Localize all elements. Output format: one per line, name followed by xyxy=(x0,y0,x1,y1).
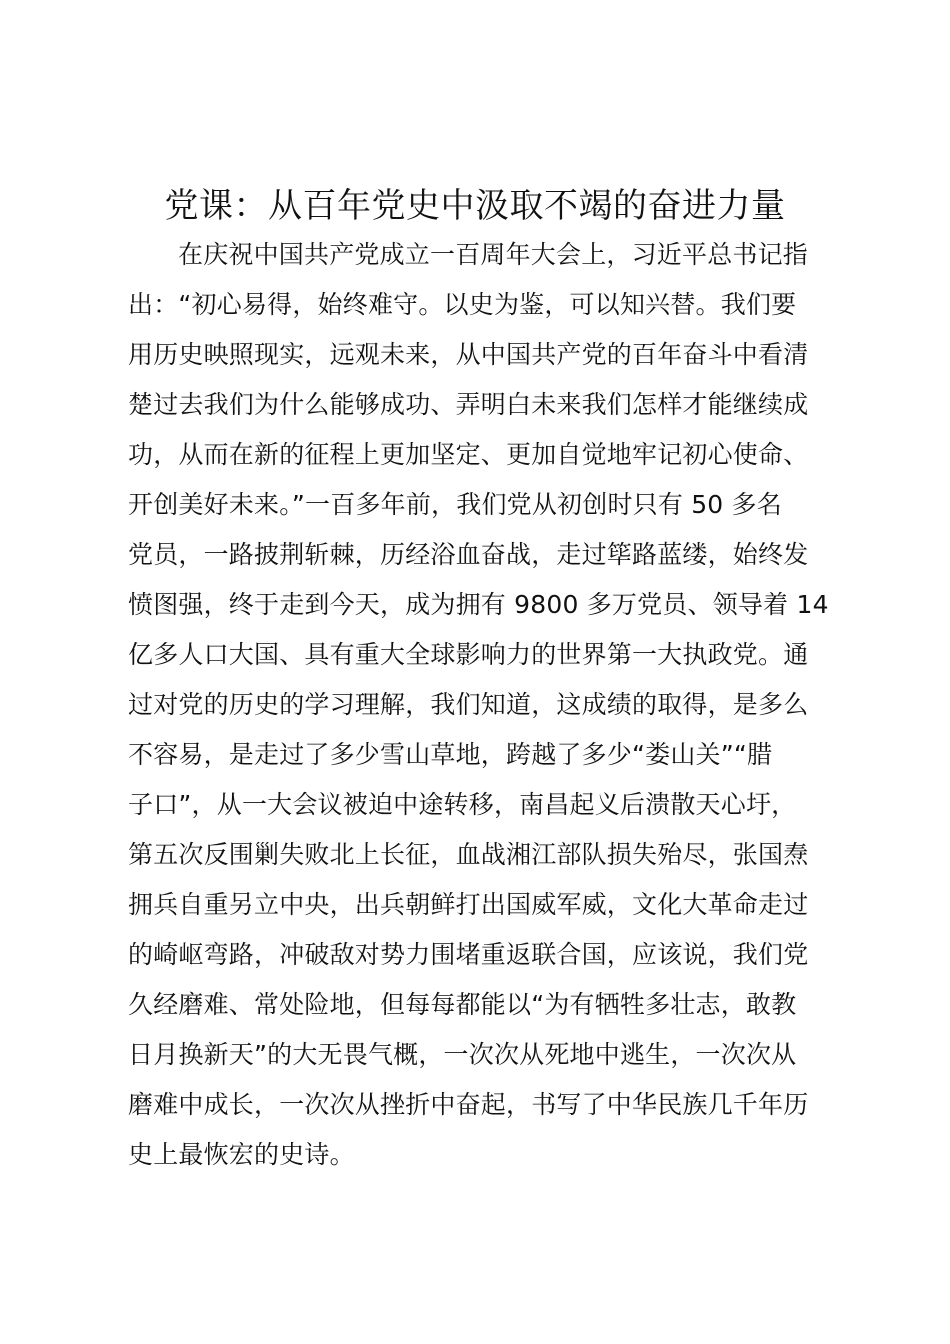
paragraph-line: 磨难中成长，一次次从挫折中奋起，书写了中华民族几千年历 xyxy=(128,1090,809,1119)
paragraph-line: 楚过去我们为什么能够成功、弄明白未来我们怎样才能继续成 xyxy=(128,390,809,419)
paragraph-line: 开创美好未来。”一百多年前，我们党从初创时只有 50 多名 xyxy=(128,490,782,519)
paragraph-line: 愤图强，终于走到今天，成为拥有 9800 多万党员、领导着 14 xyxy=(128,590,829,619)
paragraph-line: 久经磨难、常处险地，但每每都能以“为有牺牲多壮志，敢教 xyxy=(128,990,797,1019)
paragraph-line: 出：“初心易得，始终难守。以史为鉴，可以知兴替。我们要 xyxy=(128,290,797,319)
paragraph-line: 不容易，是走过了多少雪山草地，跨越了多少“娄山关”“腊 xyxy=(128,740,773,769)
paragraph-line: 在庆祝中国共产党成立一百周年大会上，习近平总书记指 xyxy=(178,240,809,269)
paragraph-line: 史上最恢宏的史诗。 xyxy=(128,1140,355,1169)
paragraph-line: 亿多人口大国、具有重大全球影响力的世界第一大执政党。通 xyxy=(128,640,809,669)
paragraph-line: 的崎岖弯路，冲破敌对势力围堵重返联合国，应该说，我们党 xyxy=(128,940,809,969)
paragraph-line: 功，从而在新的征程上更加坚定、更加自觉地牢记初心使命、 xyxy=(128,440,809,469)
document-title: 党课：从百年党史中汲取不竭的奋进力量 xyxy=(164,186,786,226)
paragraph-line: 日月换新天”的大无畏气概，一次次从死地中逃生，一次次从 xyxy=(128,1040,797,1069)
paragraph-line: 第五次反围剿失败北上长征，血战湘江部队损失殆尽，张国焘 xyxy=(128,840,809,869)
paragraph-line: 党员，一路披荆斩棘，历经浴血奋战，走过筚路蓝缕，始终发 xyxy=(128,540,809,569)
paragraph-line: 用历史映照现实，远观未来，从中国共产党的百年奋斗中看清 xyxy=(128,340,809,369)
paragraph-line: 子口”，从一大会议被迫中途转移，南昌起义后溃散天心圩， xyxy=(128,790,797,819)
paragraph-line: 拥兵自重另立中央，出兵朝鲜打出国威军威，文化大革命走过 xyxy=(128,890,809,919)
body-paragraph xyxy=(128,230,848,1180)
paragraph-line: 过对党的历史的学习理解，我们知道，这成绩的取得，是多么 xyxy=(128,690,809,719)
